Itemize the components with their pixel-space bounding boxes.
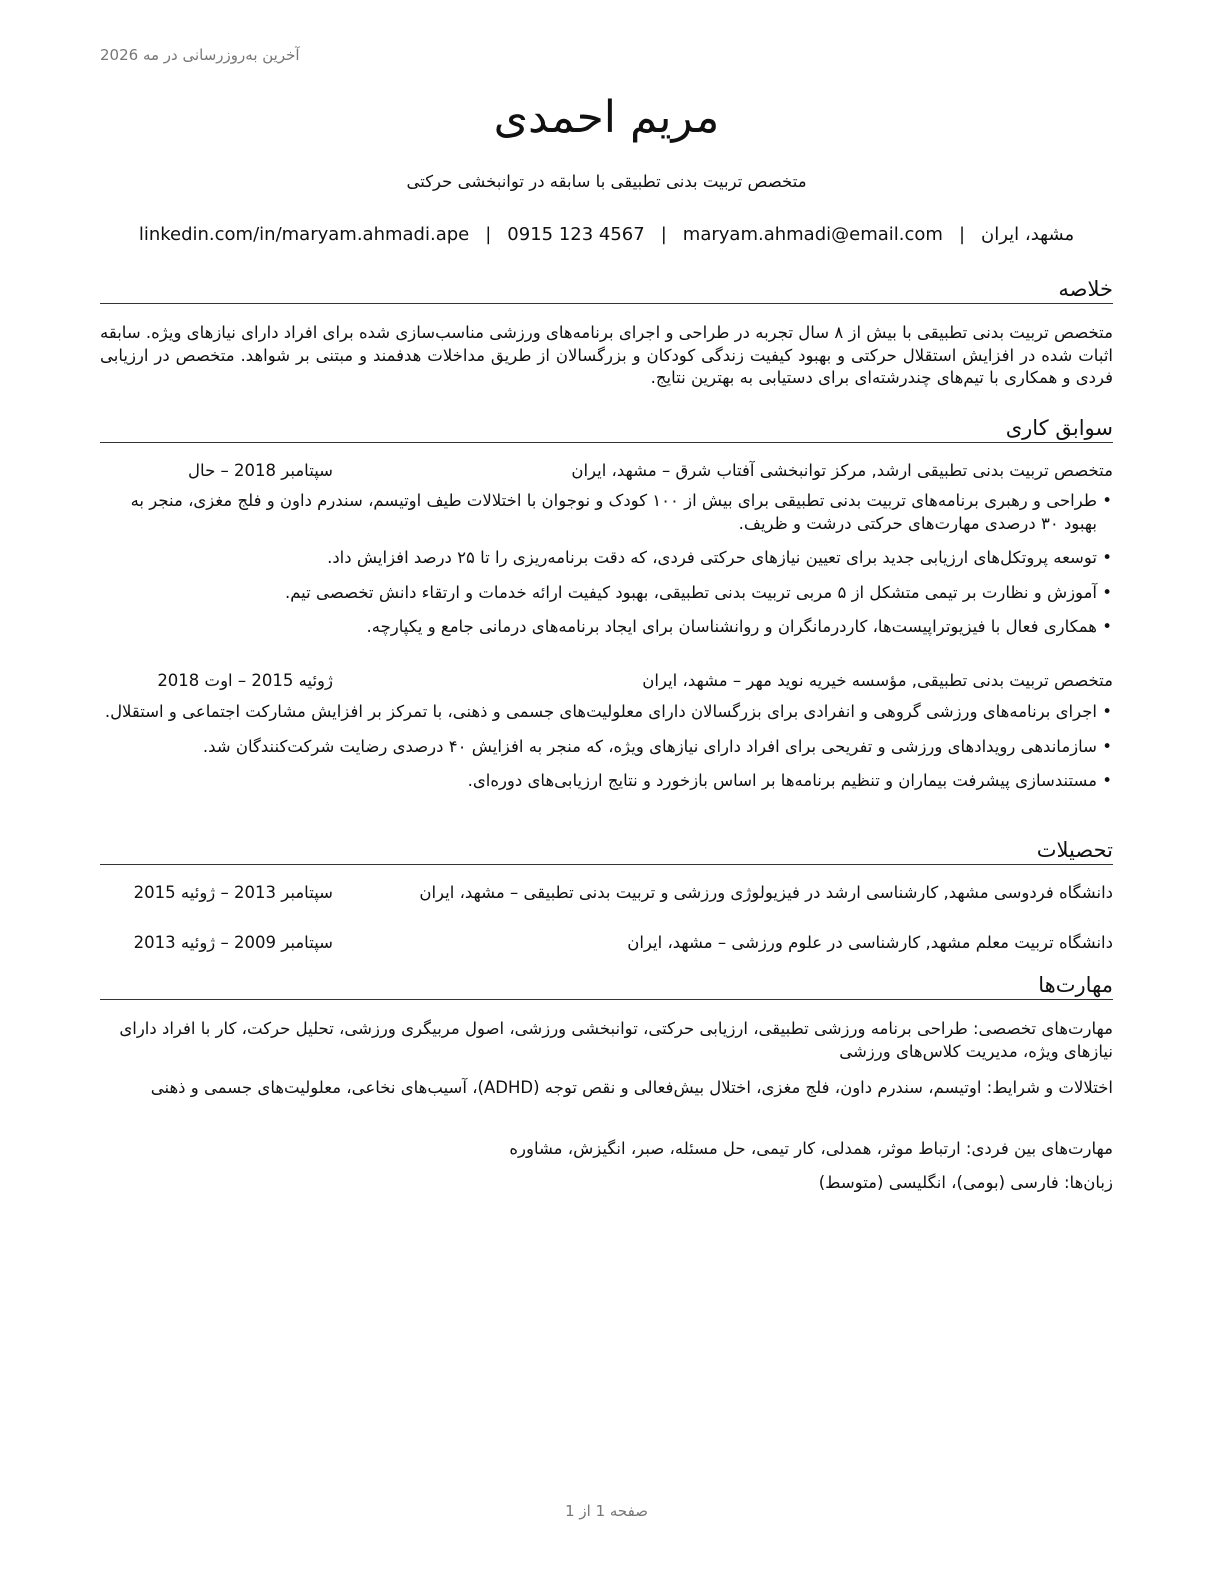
candidate-name: مریم احمدی: [493, 92, 720, 143]
contact-separator: |: [485, 224, 492, 245]
contact-line: [100, 224, 1113, 245]
education-location: مشهد، ایران: [419, 883, 505, 902]
list-item: • طراحی و رهبری برنامه‌های تربیت بدنی تطبیقی برای بیش از ۱۰۰ کودک و نوجوان با اختلالات طیف اوتیسم، سندرم داون و فلج مغزی، منجر به بهبود ۳۰ درصدی مهارت‌های حرکتی درشت و ظریف.: [100, 490, 1113, 535]
skill-line: مهارت‌های تخصصی: طراحی برنامه ورزشی تطبیقی، ارزیابی حرکتی، توانبخشی ورزشی، اصول مربیگری ورزشی، تحلیل حرکت، کار با افراد دارای نیازهای ویژه، مدیریت کلاس‌های ورزشی: [119, 1019, 1113, 1061]
last-updated: آخرین به‌روزرسانی در مه 2026: [100, 46, 300, 64]
job-dates: سپتامبر 2018 – حال: [188, 461, 333, 480]
contact-linkedin[interactable]: linkedin.com/in/maryam.ahmadi.ape: [138, 224, 470, 245]
job-location: مشهد، ایران: [642, 671, 728, 690]
candidate-subtitle: متخصص تربیت بدنی تطبیقی با سابقه در توانبخشی حرکتی: [406, 172, 807, 191]
list-item: • سازماندهی رویدادهای ورزشی و تفریحی برای افراد دارای نیازهای ویژه، که منجر به افزایش ۴۰ درصدی رضایت شرکت‌کنندگان شد.: [100, 736, 1113, 759]
job-title-line: متخصص تربیت بدنی تطبیقی ارشد, مرکز توانبخشی آفتاب شرق – مشهد، ایران: [571, 461, 1113, 480]
job-header: [100, 459, 1113, 483]
education-title-line: دانشگاه فردوسی مشهد, کارشناسی ارشد در فیزیولوژی ورزشی و تربیت بدنی تطبیقی – مشهد، ایران: [419, 883, 1113, 902]
job-bullets: [100, 490, 1113, 651]
contact-location: مشهد، ایران: [981, 224, 1075, 245]
education-item: [100, 881, 1113, 905]
education-location: مشهد، ایران: [627, 933, 713, 952]
summary-heading: خلاصه: [100, 276, 1113, 304]
education-dates: سپتامبر 2009 – ژوئیه 2013: [133, 933, 333, 952]
skill-line: زبان‌ها: فارسی (بومی)، انگلیسی (متوسط): [818, 1173, 1113, 1192]
job-bullets: [100, 701, 1113, 805]
education-item: [100, 931, 1113, 955]
summary-text: متخصص تربیت بدنی تطبیقی با بیش از ۸ سال تجربه در طراحی و اجرای برنامه‌های ورزشی مناسب‌سازی شده برای افراد دارای نیازهای ویژه. سابقه اثبات شده در افزایش استقلال حرکتی و بهبود کیفیت زندگی کودکان و بزرگسالان از طریق مداخلات هدفمند و مبتنی بر شواهد. متخصص در ارزیابی فردی و همکاری با تیم‌های چندرشته‌ای برای دستیابی به بهترین نتایج.: [100, 323, 1113, 387]
resume-page: [100, 0, 1113, 1584]
education-title: دانشگاه تربیت معلم مشهد, کارشناسی در علوم ورزشی: [731, 933, 1113, 952]
page-number: صفحه 1 از 1: [565, 1502, 648, 1520]
job-header: [100, 669, 1113, 693]
skill-line: اختلالات و شرایط: اوتیسم، سندرم داون، فلج مغزی، اختلال بیش‌فعالی و نقص توجه (ADHD)، آسیب‌های نخاعی، معلولیت‌های جسمی و ذهنی: [150, 1078, 1113, 1097]
list-item: • اجرای برنامه‌های ورزشی گروهی و انفرادی برای بزرگسالان دارای معلولیت‌های جسمی و ذهنی، با تمرکز بر افزایش مشارکت اجتماعی و استقلال.: [100, 701, 1113, 724]
list-item: • همکاری فعال با فیزیوتراپیست‌ها، کاردرمانگران و روانشناسان برای ایجاد برنامه‌های درمانی جامع و یکپارچه.: [100, 616, 1113, 639]
job-title-line: متخصص تربیت بدنی تطبیقی, مؤسسه خیریه نوید مهر – مشهد، ایران: [642, 671, 1113, 690]
education-title-line: دانشگاه تربیت معلم مشهد, کارشناسی در علوم ورزشی – مشهد، ایران: [627, 933, 1113, 952]
job-dates: ژوئیه 2015 – اوت 2018: [157, 671, 333, 690]
job-location: مشهد، ایران: [571, 461, 657, 480]
list-item: • توسعه پروتکل‌های ارزیابی جدید برای تعیین نیازهای حرکتی فردی، که دقت برنامه‌ریزی را تا ۲۵ درصد افزایش داد.: [100, 547, 1113, 570]
education-heading: تحصیلات: [100, 837, 1113, 865]
list-item: • آموزش و نظارت بر تیمی متشکل از ۵ مربی تربیت بدنی تطبیقی، بهبود کیفیت ارائه خدمات و ارتقاء دانش تخصصی تیم.: [100, 582, 1113, 605]
contact-phone[interactable]: 0915 123 4567: [507, 224, 645, 245]
education-title: دانشگاه فردوسی مشهد, کارشناسی ارشد در فیزیولوژی ورزشی و تربیت بدنی تطبیقی: [523, 883, 1113, 902]
education-dates: سپتامبر 2013 – ژوئیه 2015: [133, 883, 333, 902]
contact-separator: |: [660, 224, 667, 245]
experience-heading: سوابق کاری: [100, 415, 1113, 443]
job-title: متخصص تربیت بدنی تطبیقی ارشد, مرکز توانبخشی آفتاب شرق: [675, 461, 1113, 480]
skill-line: مهارت‌های بین فردی: ارتباط موثر، همدلی، کار تیمی، حل مسئله، صبر، انگیزش، مشاوره: [509, 1139, 1113, 1158]
contact-email[interactable]: maryam.ahmadi@email.com: [682, 224, 943, 245]
contact-separator: |: [958, 224, 966, 245]
skills-heading: مهارت‌ها: [100, 972, 1113, 1000]
job-title: متخصص تربیت بدنی تطبیقی, مؤسسه خیریه نوید مهر: [746, 671, 1113, 690]
list-item: • مستندسازی پیشرفت بیماران و تنظیم برنامه‌ها بر اساس بازخورد و نتایج ارزیابی‌های دوره‌ای.: [100, 770, 1113, 793]
